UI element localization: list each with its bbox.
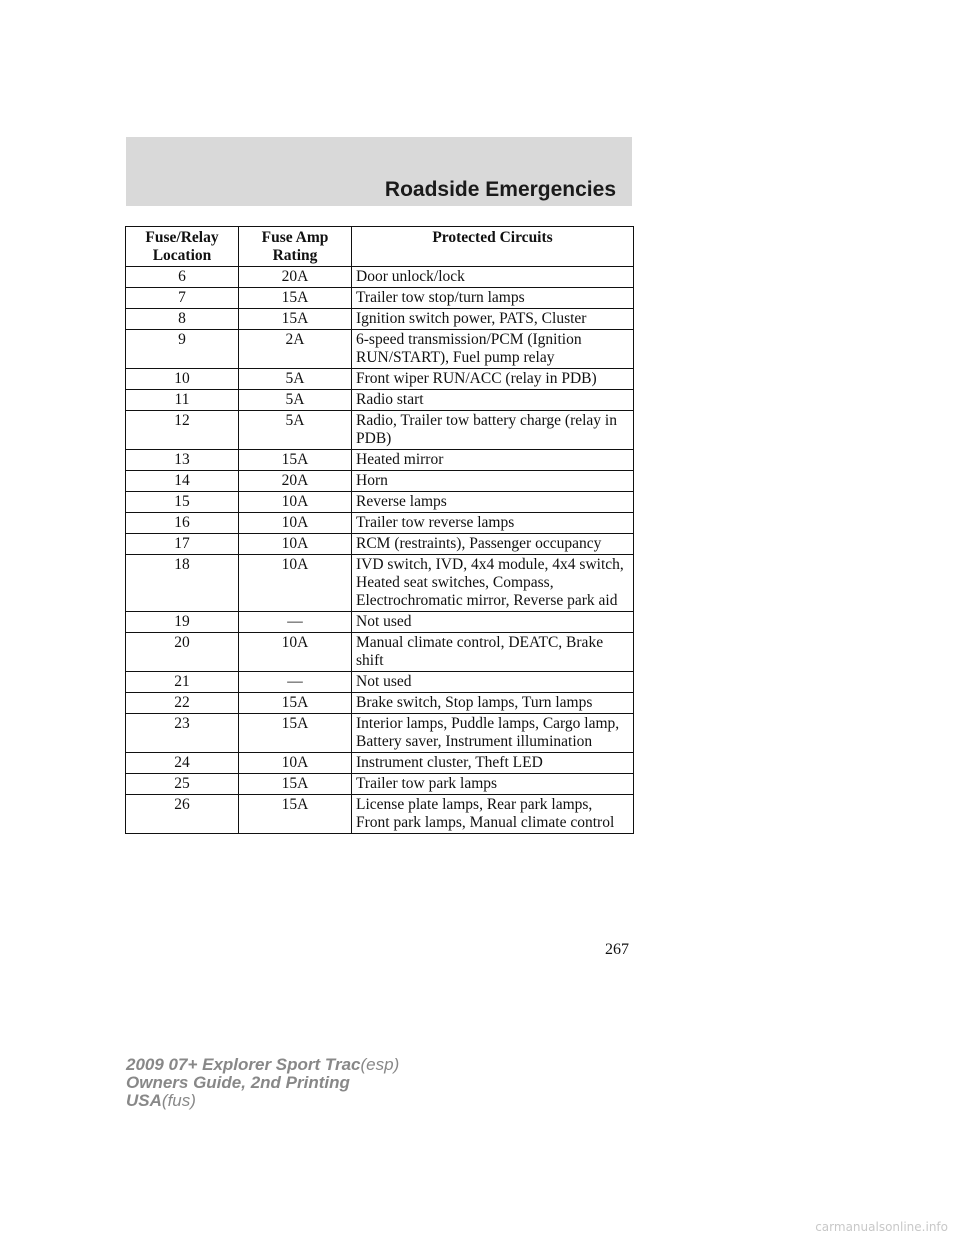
cell-circuits: Trailer tow reverse lamps: [352, 513, 634, 534]
cell-location: 21: [126, 672, 239, 693]
cell-location: 12: [126, 411, 239, 450]
cell-circuits: Radio, Trailer tow battery charge (relay in PDB): [352, 411, 634, 450]
cell-rating: 5A: [239, 369, 352, 390]
table-row: [126, 753, 634, 774]
cell-location: 14: [126, 471, 239, 492]
table-row: [126, 267, 634, 288]
cell-rating: 15A: [239, 714, 352, 753]
cell-location: 18: [126, 555, 239, 612]
table-row: [126, 492, 634, 513]
footer-line-3: [126, 1092, 399, 1110]
cell-circuits: Door unlock/lock: [352, 267, 634, 288]
cell-rating: 5A: [239, 411, 352, 450]
cell-location: 17: [126, 534, 239, 555]
section-title: Roadside Emergencies: [384, 178, 616, 201]
cell-location: 22: [126, 693, 239, 714]
cell-circuits: Manual climate control, DEATC, Brake shift: [352, 633, 634, 672]
cell-rating: 10A: [239, 534, 352, 555]
column-header-location-line1: Fuse/Relay: [145, 229, 219, 246]
cell-location: 23: [126, 714, 239, 753]
cell-rating: 2A: [239, 330, 352, 369]
cell-rating: 20A: [239, 267, 352, 288]
footer-line-1: [126, 1056, 399, 1074]
cell-circuits: RCM (restraints), Passenger occupancy: [352, 534, 634, 555]
cell-location: 9: [126, 330, 239, 369]
table-header-row: [126, 227, 634, 267]
fuse-table: [125, 226, 634, 834]
table-row: [126, 534, 634, 555]
cell-location: 20: [126, 633, 239, 672]
cell-rating: 10A: [239, 555, 352, 612]
cell-circuits: Not used: [352, 612, 634, 633]
cell-circuits: Interior lamps, Puddle lamps, Cargo lamp, Battery saver, Instrument illumination: [352, 714, 634, 753]
table-row: [126, 411, 634, 450]
cell-circuits: Not used: [352, 672, 634, 693]
cell-location: 19: [126, 612, 239, 633]
table-row: [126, 555, 634, 612]
table-row: [126, 513, 634, 534]
table-row: [126, 288, 634, 309]
column-header-rating-line2: Rating: [272, 247, 318, 264]
column-header-rating: [239, 227, 352, 267]
cell-location: 25: [126, 774, 239, 795]
cell-circuits: Heated mirror: [352, 450, 634, 471]
cell-circuits: Radio start: [352, 390, 634, 411]
column-header-circuits: Protected Circuits: [352, 227, 634, 267]
table-row: [126, 330, 634, 369]
cell-rating: 10A: [239, 492, 352, 513]
cell-location: 6: [126, 267, 239, 288]
cell-rating: 15A: [239, 693, 352, 714]
footer-line-2: Owners Guide, 2nd Printing: [126, 1073, 350, 1092]
footer-title-code: (esp): [360, 1055, 400, 1074]
cell-rating: 10A: [239, 753, 352, 774]
cell-circuits: Reverse lamps: [352, 492, 634, 513]
column-header-location-line2: Location: [152, 247, 212, 264]
cell-rating: 15A: [239, 450, 352, 471]
cell-rating: —: [239, 672, 352, 693]
cell-location: 7: [126, 288, 239, 309]
table-row: [126, 693, 634, 714]
cell-rating: 10A: [239, 633, 352, 672]
cell-circuits: 6-speed transmission/PCM (Ignition RUN/START), Fuel pump relay: [352, 330, 634, 369]
cell-location: 13: [126, 450, 239, 471]
table-row: [126, 795, 634, 834]
table-row: [126, 633, 634, 672]
footer-title: 2009 07+ Explorer Sport Trac: [126, 1055, 361, 1074]
table-row: [126, 774, 634, 795]
cell-rating: —: [239, 612, 352, 633]
site-watermark: carmanualsonline.info: [815, 1220, 948, 1234]
cell-location: 8: [126, 309, 239, 330]
footer-region-code: (fus): [161, 1091, 196, 1110]
section-header-band: [126, 137, 632, 206]
table-row: [126, 309, 634, 330]
cell-circuits: Trailer tow stop/turn lamps: [352, 288, 634, 309]
cell-location: 26: [126, 795, 239, 834]
cell-circuits: Instrument cluster, Theft LED: [352, 753, 634, 774]
table-row: [126, 369, 634, 390]
cell-location: 11: [126, 390, 239, 411]
cell-circuits: IVD switch, IVD, 4x4 module, 4x4 switch, Heated seat switches, Compass, Electrochromatic mirror, Reverse park aid: [352, 555, 634, 612]
cell-circuits: License plate lamps, Rear park lamps, Front park lamps, Manual climate control: [352, 795, 634, 834]
table-row: [126, 672, 634, 693]
cell-circuits: Horn: [352, 471, 634, 492]
column-header-rating-line1: Fuse Amp: [261, 229, 329, 246]
cell-rating: 5A: [239, 390, 352, 411]
table-row: [126, 390, 634, 411]
table-row: [126, 471, 634, 492]
table-row: [126, 450, 634, 471]
cell-circuits: Brake switch, Stop lamps, Turn lamps: [352, 693, 634, 714]
cell-location: 16: [126, 513, 239, 534]
cell-rating: 15A: [239, 288, 352, 309]
cell-rating: 15A: [239, 795, 352, 834]
cell-rating: 10A: [239, 513, 352, 534]
document-footer: [126, 1056, 399, 1110]
cell-circuits: Ignition switch power, PATS, Cluster: [352, 309, 634, 330]
page-number: 267: [605, 941, 629, 958]
cell-circuits: Trailer tow park lamps: [352, 774, 634, 795]
cell-location: 24: [126, 753, 239, 774]
cell-location: 10: [126, 369, 239, 390]
footer-region: USA: [126, 1091, 162, 1110]
cell-location: 15: [126, 492, 239, 513]
cell-rating: 20A: [239, 471, 352, 492]
table-row: [126, 612, 634, 633]
cell-circuits: Front wiper RUN/ACC (relay in PDB): [352, 369, 634, 390]
cell-rating: 15A: [239, 309, 352, 330]
cell-rating: 15A: [239, 774, 352, 795]
table-row: [126, 714, 634, 753]
column-header-location: [126, 227, 239, 267]
